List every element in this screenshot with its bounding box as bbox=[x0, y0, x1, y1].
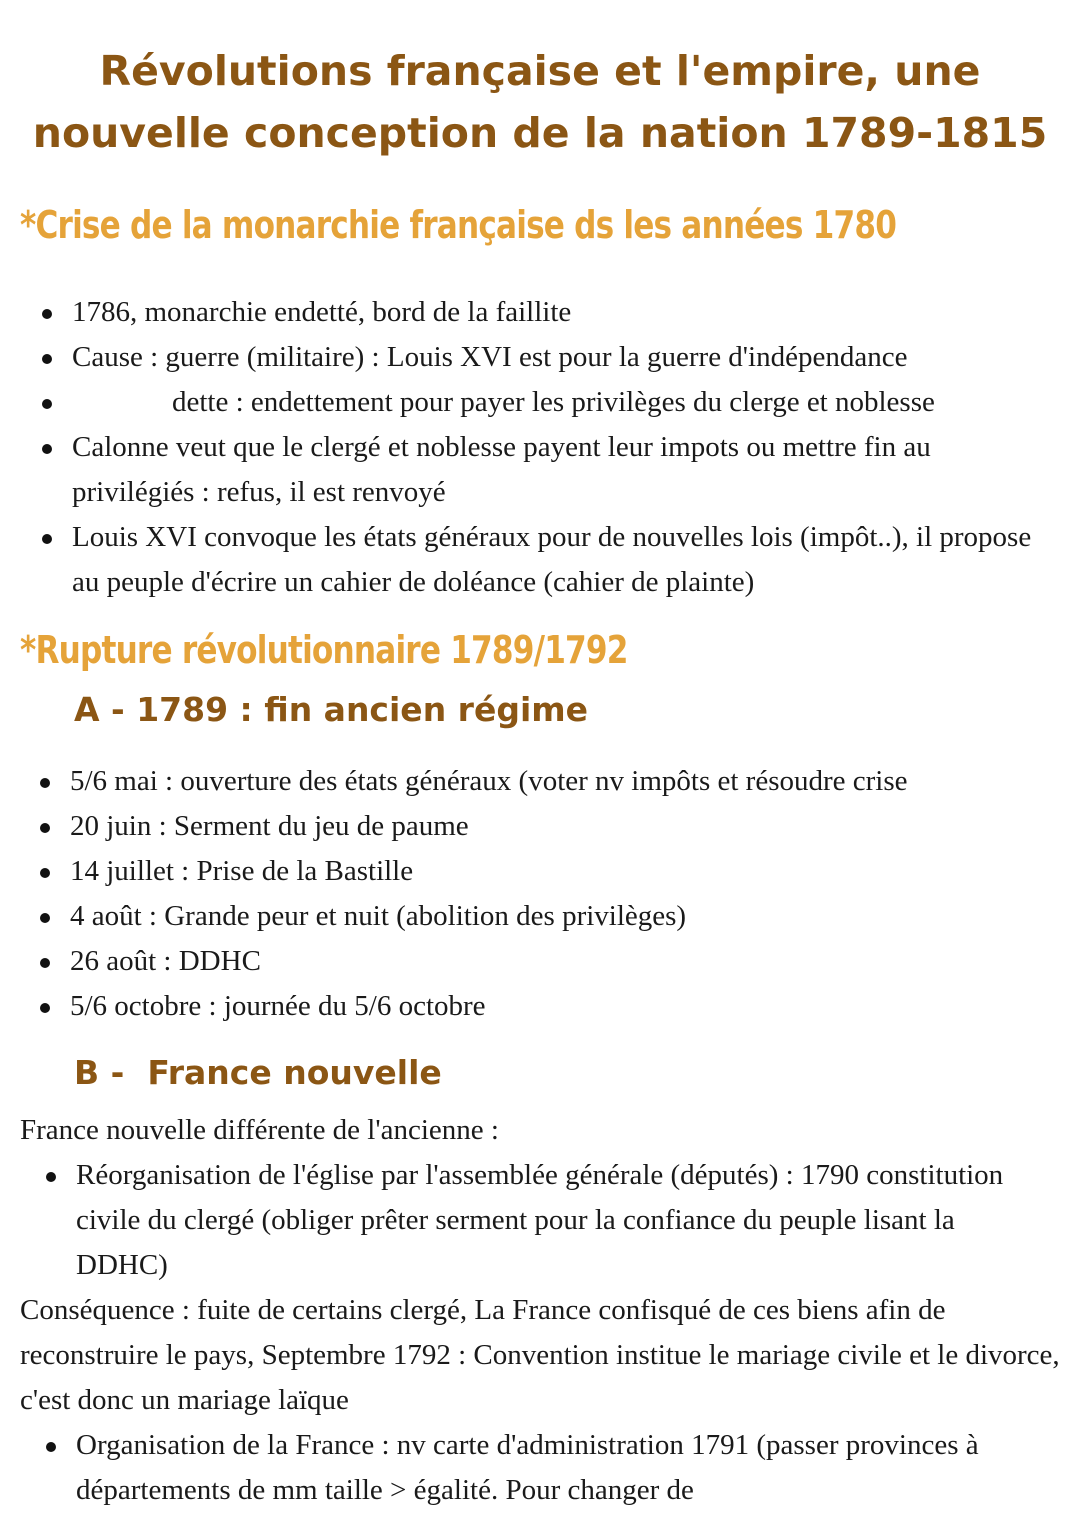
subheading-fin-ancien-regime: A - 1789 : fin ancien régime bbox=[74, 690, 589, 729]
list-item: dette : endettement pour payer les privilèges du clerge et noblesse bbox=[20, 380, 1060, 425]
list-item: Calonne veut que le clergé et noblesse payent leur impots ou mettre fin au privilégiés : refus, il est renvoyé bbox=[20, 425, 1060, 515]
events-1789-list bbox=[18, 759, 1063, 1029]
list-item: 5/6 octobre : journée du 5/6 octobre bbox=[18, 984, 1063, 1029]
list-item: 1786, monarchie endetté, bord de la faillite bbox=[20, 290, 1060, 335]
consequence-paragraph: Conséquence : fuite de certains clergé, La France confisqué de ces biens afin de reconstruire le pays, Septembre 1792 : Convention institue le mariage civile et le divorce, c'est donc un mariage laïque bbox=[20, 1294, 1060, 1416]
list-item: Réorganisation de l'église par l'assemblée générale (députés) : 1790 constitution civile du clergé (obliger prêter serment pour la confiance du peuple lisant la DDHC) bbox=[24, 1153, 1044, 1288]
list-item: 5/6 mai : ouverture des états généraux (voter nv impôts et résoudre crise bbox=[18, 759, 1063, 804]
list-item: 20 juin : Serment du jeu de paume bbox=[18, 804, 1063, 849]
list-item: 14 juillet : Prise de la Bastille bbox=[18, 849, 1063, 894]
page-title: Révolutions française et l'empire, une nouvelle conception de la nation 1789-1815 bbox=[32, 47, 1048, 157]
france-nouvelle-intro: France nouvelle différente de l'ancienne : bbox=[20, 1114, 499, 1146]
list-item: Louis XVI convoque les états généraux pour de nouvelles lois (impôt..), il propose au peuple d'écrire un cahier de doléance (cahier de plainte) bbox=[20, 515, 1060, 605]
list-item: Organisation de la France : nv carte d'administration 1791 (passer provinces à départements de mm taille > égalité. Pour changer de bbox=[24, 1423, 1064, 1513]
crise-list bbox=[20, 290, 1060, 605]
list-item: 26 août : DDHC bbox=[18, 939, 1063, 984]
france-nouvelle-list-1 bbox=[24, 1153, 1044, 1288]
subheading-france-nouvelle: B - France nouvelle bbox=[74, 1053, 442, 1092]
section-heading-rupture: *Rupture révolutionnaire 1789/1792 bbox=[20, 628, 628, 672]
france-nouvelle-list-2 bbox=[24, 1423, 1064, 1513]
list-item: 4 août : Grande peur et nuit (abolition des privilèges) bbox=[18, 894, 1063, 939]
list-item: Cause : guerre (militaire) : Louis XVI est pour la guerre d'indépendance bbox=[20, 335, 1060, 380]
section-heading-crise: *Crise de la monarchie française ds les années 1780 bbox=[20, 203, 897, 247]
